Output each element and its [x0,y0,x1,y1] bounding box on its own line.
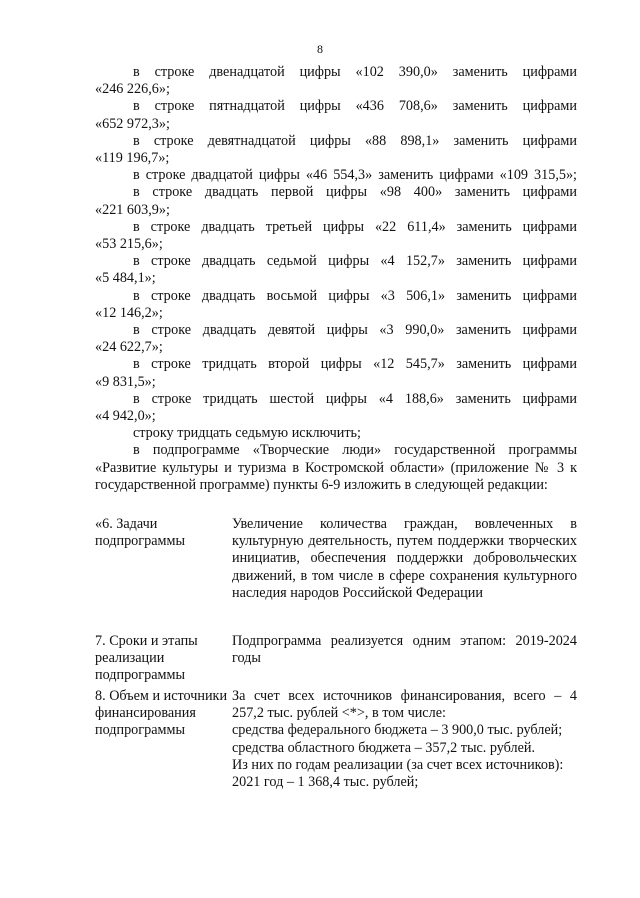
amendment-line: в строке двадцать третьей цифры «22 611,4» заменить цифрами [133,218,577,235]
page-number: 8 [317,42,323,56]
row-8-label: 8. Объем и источники финансирования подпрограммы [95,688,228,739]
amendment-line: в строке двадцать девятой цифры «3 990,0» заменить цифрами [133,322,577,339]
row-8-line: Из них по годам реализации (за счет всех источников): [232,756,564,773]
amendment-line: в строке двадцать восьмой цифры «3 506,1» заменить цифрами [133,287,577,304]
row-7-label: 7. Сроки и этапы реализации подпрограммы [95,633,198,684]
amendment-tail: «119 196,7»; [95,150,170,167]
amendment-tail: «221 603,9»; [95,201,170,218]
amendment-line: в строке тридцать второй цифры «12 545,7» заменить цифрами [133,356,577,373]
amendment-tail: «9 831,5»; [95,373,156,390]
amendment-tail: «246 226,6»; [95,81,170,98]
amendment-tail: «12 146,2»; [95,304,163,321]
row-6-label: «6. Задачи подпрограммы [95,516,185,550]
table-row-7 [95,633,577,685]
intro-paragraph: в подпрограмме «Творческие люди» государственной программы «Развитие культуры и туризма в Костромской области» (приложение № 3 к государственной программе) пункты 6-9 изложить в следующей редакции: [95,442,577,493]
amendment-tail: «53 215,6»; [95,236,163,253]
exclude-line: строку тридцать седьмую исключить; [133,425,361,442]
row-8-content [232,688,577,791]
amendment-line: в строке двенадцатой цифры «102 390,0» заменить цифрами [133,64,577,80]
amendment-line: в строке двадцать первой цифры «98 400» заменить цифрами [133,184,577,201]
row-7-content [232,633,577,685]
amendment-line: в строке девятнадцатой цифры «88 898,1» заменить цифрами [133,132,577,149]
amendment-line: в строке пятнадцатой цифры «436 708,6» заменить цифрами [133,98,577,115]
row-6-text: Увеличение количества граждан, вовлеченных в культурную деятельность, путем поддержки творческих инициатив, обеспечения поддержки добровольческих движений, в том числе в сфере сохранения культурного наследия народов Российской Федерации [232,516,577,601]
row-8-line: За счет всех источников финансирования, всего – 4 257,2 тыс. рублей <*>, в том числе: [232,688,577,722]
amendment-line: в строке тридцать шестой цифры «4 188,6» заменить цифрами [133,390,577,407]
row-8-line: средства областного бюджета – 357,2 тыс. рублей. [232,739,536,756]
amendment-tail: «5 484,1»; [95,270,156,287]
row-8-line: 2021 год – 1 368,4 тыс. рублей; [232,774,419,791]
amendment-tail: «652 972,3»; [95,115,170,132]
table-row-8 [95,688,577,791]
table-row-6 [95,516,577,602]
amendment-tail: «24 622,7»; [95,339,163,356]
row-7-text: Подпрограмма реализуется одним этапом: 2019-2024 годы [232,633,577,667]
amendment-tail: «4 942,0»; [95,408,156,425]
amendments-text [95,64,577,494]
amendment-line: в строке двадцатой цифры «46 554,3» заменить цифрами «109 315,5»; [133,167,577,184]
row-8-line: средства федерального бюджета – 3 900,0 тыс. рублей; [232,722,563,739]
row-6-content [232,516,577,602]
amendment-line: в строке двадцать седьмой цифры «4 152,7» заменить цифрами [133,253,577,270]
